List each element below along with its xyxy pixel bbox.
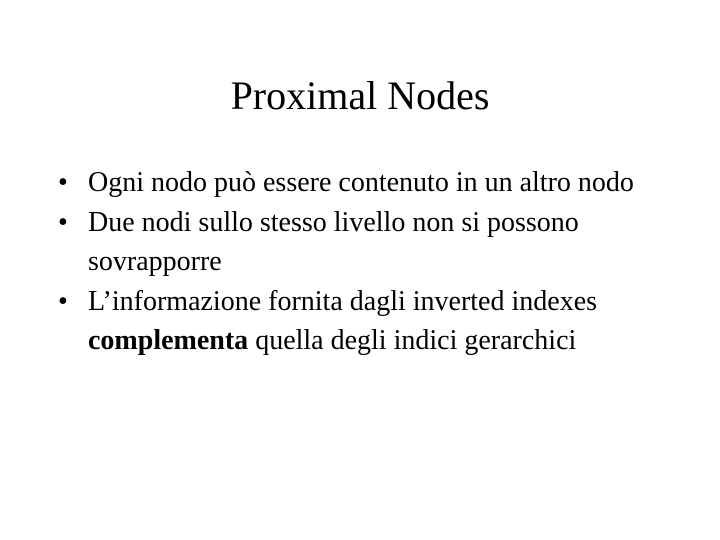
bullet-text-after: quella degli indici gerarchici: [248, 325, 577, 356]
bullet-list: [58, 163, 678, 361]
bullet-text-before: L’informazione fornita dagli inverted indexes: [88, 285, 598, 317]
bullet-item: [58, 203, 678, 282]
bullet-marker: •: [58, 167, 68, 198]
bullet-marker: •: [58, 206, 68, 238]
bullet-item: [58, 282, 678, 361]
bullet-item: [58, 163, 678, 203]
bullet-text: Due nodi sullo stesso livello non si possono sovrapporre: [88, 206, 579, 277]
bullet-marker: •: [58, 285, 68, 317]
bullet-text-emphasis: complementa: [88, 325, 249, 356]
bullet-text: [88, 282, 678, 361]
bullet-text: Ogni nodo può essere contenuto in un altro nodo: [88, 167, 634, 198]
slide-title: Proximal Nodes: [230, 73, 490, 118]
